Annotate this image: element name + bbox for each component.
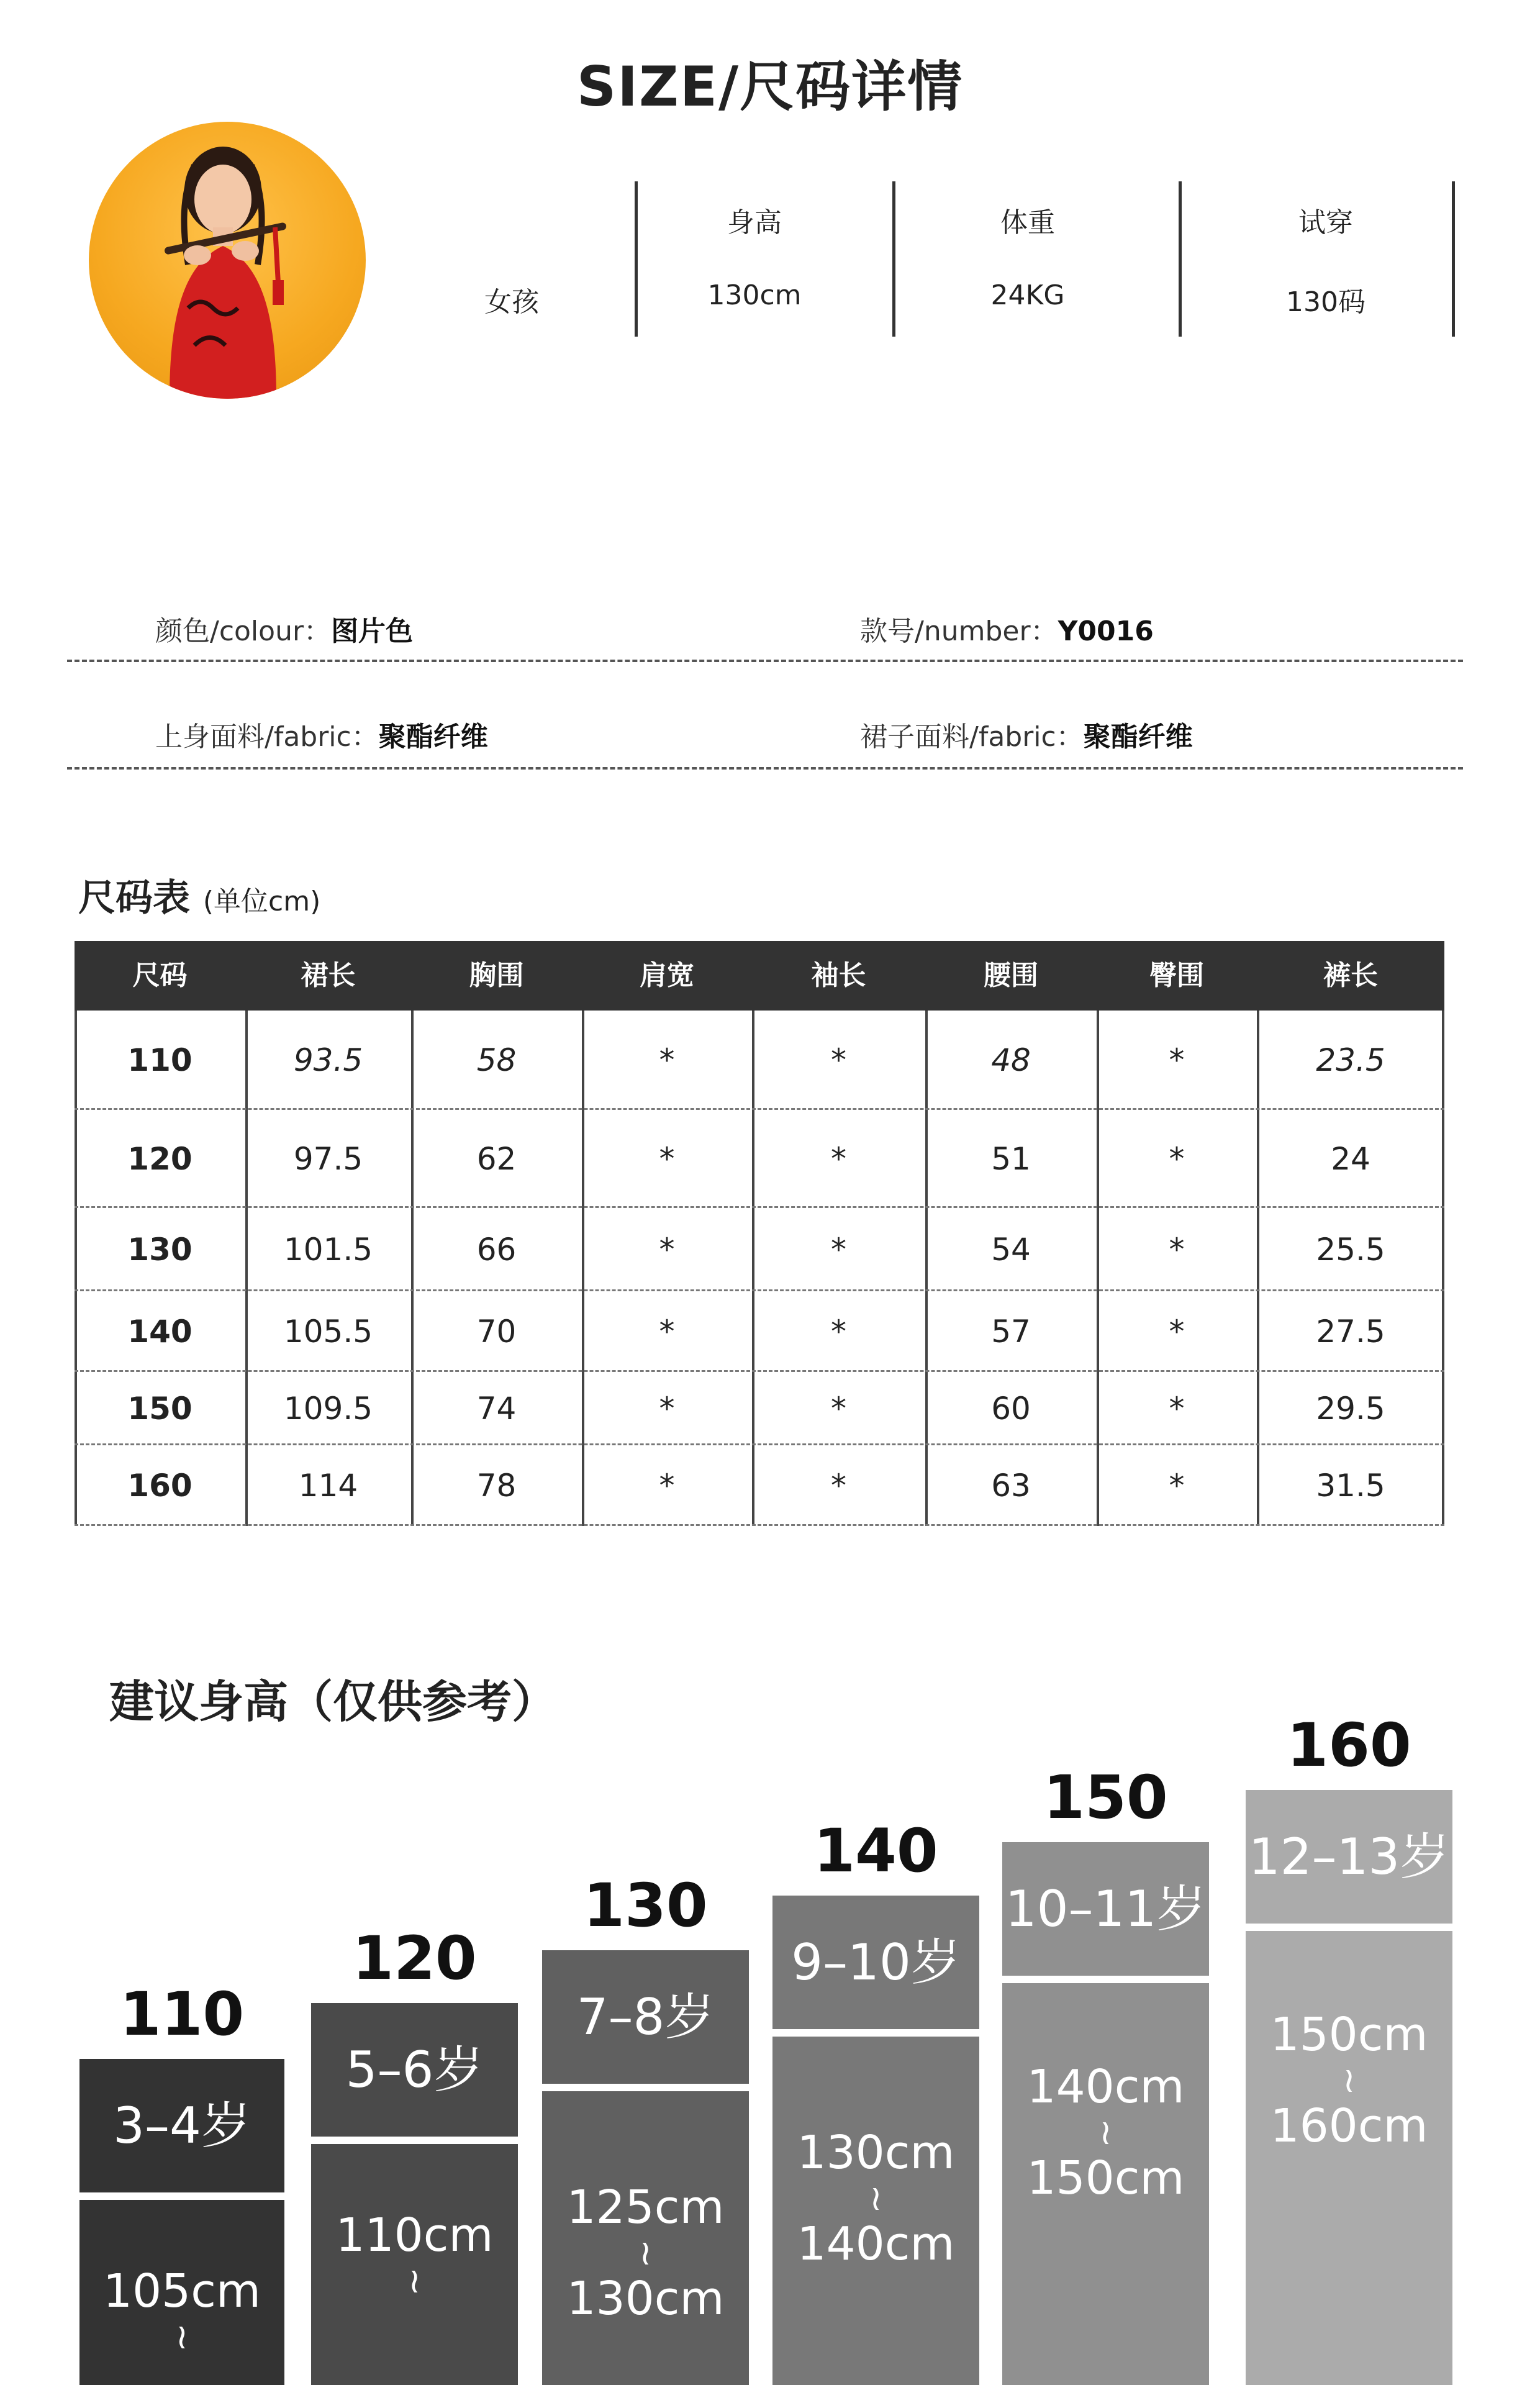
size-table-body <box>75 1011 1444 1526</box>
top-fabric-value: 聚酯纤维 <box>378 721 488 753</box>
colour-value: 图片色 <box>331 616 414 647</box>
bar-height-block <box>542 2091 749 2385</box>
size-table-title-text: 尺码表 <box>78 876 190 920</box>
column-header: 臀围 <box>1149 960 1204 991</box>
colour-label: 颜色/colour： <box>155 616 332 647</box>
top-fabric-label: 上身面料/fabric： <box>155 721 379 753</box>
recommend-title: 建议身高（仅供参考） <box>109 1676 557 1728</box>
measurement-cell: * <box>831 1314 846 1350</box>
skirt-fabric-label: 裙子面料/fabric： <box>860 721 1084 753</box>
measurement-cell: 105.5 <box>283 1314 373 1350</box>
measurement-cell: * <box>1169 1042 1185 1078</box>
size-table-title <box>78 868 320 922</box>
measurement-cell: * <box>1169 1391 1185 1427</box>
dashed-divider <box>67 767 1463 770</box>
bar-height-block <box>1246 1931 1452 2385</box>
range-tilde: ≀ <box>1099 2112 1112 2153</box>
column-header: 腰围 <box>984 960 1038 991</box>
column-header: 裙长 <box>301 960 356 991</box>
bar-size-label: 120 <box>352 1924 477 1993</box>
measurement-cell: 48 <box>991 1042 1031 1078</box>
measurement-cell: 29.5 <box>1316 1391 1385 1427</box>
column-header: 肩宽 <box>640 960 694 991</box>
measurement-cell: * <box>831 1468 846 1504</box>
height-value: 140cm <box>1026 2060 1185 2114</box>
model-height-value: 130cm <box>707 279 802 311</box>
measurement-cell: * <box>1169 1468 1185 1504</box>
range-tilde: ≀ <box>1343 2060 1356 2101</box>
measurement-cell: * <box>659 1468 675 1504</box>
bar-size-label: 140 <box>813 1816 938 1886</box>
column-header: 胸围 <box>469 960 524 991</box>
bar-size-label: 130 <box>583 1871 708 1940</box>
column-header: 裤长 <box>1323 960 1378 991</box>
range-tilde: ≀ <box>175 2317 189 2358</box>
measurement-cell: 70 <box>476 1314 517 1350</box>
bar-age-block: 9–10岁 <box>772 1896 979 2029</box>
size-table-header <box>75 941 1444 1011</box>
measurement-cell: 51 <box>991 1141 1031 1177</box>
bar-height-block <box>772 2037 979 2385</box>
measurement-cell: 58 <box>476 1042 517 1078</box>
measurement-cell: 97.5 <box>293 1141 363 1177</box>
measurement-cell: 23.5 <box>1316 1042 1385 1078</box>
measurement-cell: * <box>1169 1141 1185 1177</box>
model-weight-heading: 体重 <box>1000 207 1055 238</box>
measurement-cell: * <box>659 1042 675 1078</box>
model-weight-value: 24KG <box>990 279 1065 311</box>
size-cell: 160 <box>127 1468 192 1504</box>
top-fabric-info <box>155 714 488 754</box>
bar-age-block: 10–11岁 <box>1002 1842 1209 1976</box>
measurement-cell: 93.5 <box>293 1042 363 1078</box>
measurement-cell: 57 <box>991 1314 1031 1350</box>
size-table-unit: (单位cm) <box>202 886 321 917</box>
size-cell: 110 <box>127 1042 192 1078</box>
column-header: 袖长 <box>811 960 866 991</box>
range-tilde: ≀ <box>408 2261 421 2302</box>
measurement-cell: * <box>831 1042 846 1078</box>
measurement-cell: 31.5 <box>1316 1468 1385 1504</box>
measurement-cell: 54 <box>991 1232 1031 1268</box>
measurement-cell: * <box>659 1391 675 1427</box>
measurement-cell: 60 <box>991 1391 1031 1427</box>
bar-age-block: 7–8岁 <box>542 1950 749 2084</box>
measurement-cell: 101.5 <box>283 1232 373 1268</box>
measurement-cell: * <box>831 1391 846 1427</box>
number-label: 款号/number： <box>860 616 1058 647</box>
size-cell: 140 <box>127 1314 192 1350</box>
model-illustration <box>89 122 366 399</box>
measurement-cell: 74 <box>476 1391 517 1427</box>
height-value: 130cm <box>797 2126 955 2179</box>
model-tryon-value: 130码 <box>1286 286 1366 318</box>
bar-height-block <box>79 2200 284 2385</box>
model-photo <box>89 122 366 399</box>
measurement-cell: * <box>831 1141 846 1177</box>
height-value: 130cm <box>566 2272 725 2326</box>
measurement-cell: 25.5 <box>1316 1232 1385 1268</box>
size-cell: 150 <box>127 1391 192 1427</box>
bar-height-block <box>1002 1983 1209 2385</box>
size-cell: 130 <box>127 1232 192 1268</box>
model-gender: 女孩 <box>484 286 539 318</box>
height-value: 150cm <box>1026 2151 1185 2206</box>
measurement-cell: 62 <box>476 1141 517 1177</box>
height-value: 150cm <box>1270 2008 1428 2061</box>
measurement-cell: 63 <box>991 1468 1031 1504</box>
bar-size-label: 150 <box>1043 1763 1168 1832</box>
measurement-cell: 24 <box>1331 1141 1370 1177</box>
height-value: 105cm <box>102 2265 261 2318</box>
measurement-cell: 109.5 <box>283 1391 373 1427</box>
measurement-cell: * <box>659 1314 675 1350</box>
measurement-cell: * <box>1169 1314 1185 1350</box>
bar-size-label: 110 <box>119 1979 245 2049</box>
measurement-cell: 114 <box>298 1468 358 1504</box>
height-value: 140cm <box>797 2217 955 2271</box>
height-value: 110cm <box>335 2209 494 2262</box>
colour-info <box>155 609 413 648</box>
bar-size-label: 160 <box>1287 1710 1411 1780</box>
height-value: 125cm <box>566 2181 725 2234</box>
divider <box>892 181 895 337</box>
column-header: 尺码 <box>132 960 188 991</box>
skirt-fabric-info <box>860 714 1193 754</box>
range-tilde: ≀ <box>869 2178 882 2219</box>
measurement-cell: 78 <box>476 1468 517 1504</box>
page-title: SIZE/尺码详情 <box>576 55 964 119</box>
measurement-cell: * <box>659 1141 675 1177</box>
height-value: 160cm <box>1270 2099 1428 2153</box>
measurement-cell: 27.5 <box>1316 1314 1385 1350</box>
bar-height-block <box>311 2144 518 2385</box>
bar-age-block: 5–6岁 <box>311 2003 518 2137</box>
model-height-heading: 身高 <box>727 207 782 238</box>
measurement-cell: 66 <box>476 1232 517 1268</box>
number-info <box>860 609 1154 648</box>
bar-age-block: 3–4岁 <box>79 2059 284 2192</box>
divider <box>1179 181 1182 337</box>
range-tilde: ≀ <box>639 2233 652 2274</box>
model-tryon-heading: 试穿 <box>1298 207 1353 238</box>
dashed-divider <box>67 660 1463 662</box>
measurement-cell: * <box>1169 1232 1185 1268</box>
skirt-fabric-value: 聚酯纤维 <box>1083 721 1193 753</box>
measurement-cell: * <box>659 1232 675 1268</box>
size-cell: 120 <box>127 1141 192 1177</box>
measurement-cell: * <box>831 1232 846 1268</box>
number-value: Y0016 <box>1058 616 1154 647</box>
bar-age-block: 12–13岁 <box>1246 1790 1452 1924</box>
